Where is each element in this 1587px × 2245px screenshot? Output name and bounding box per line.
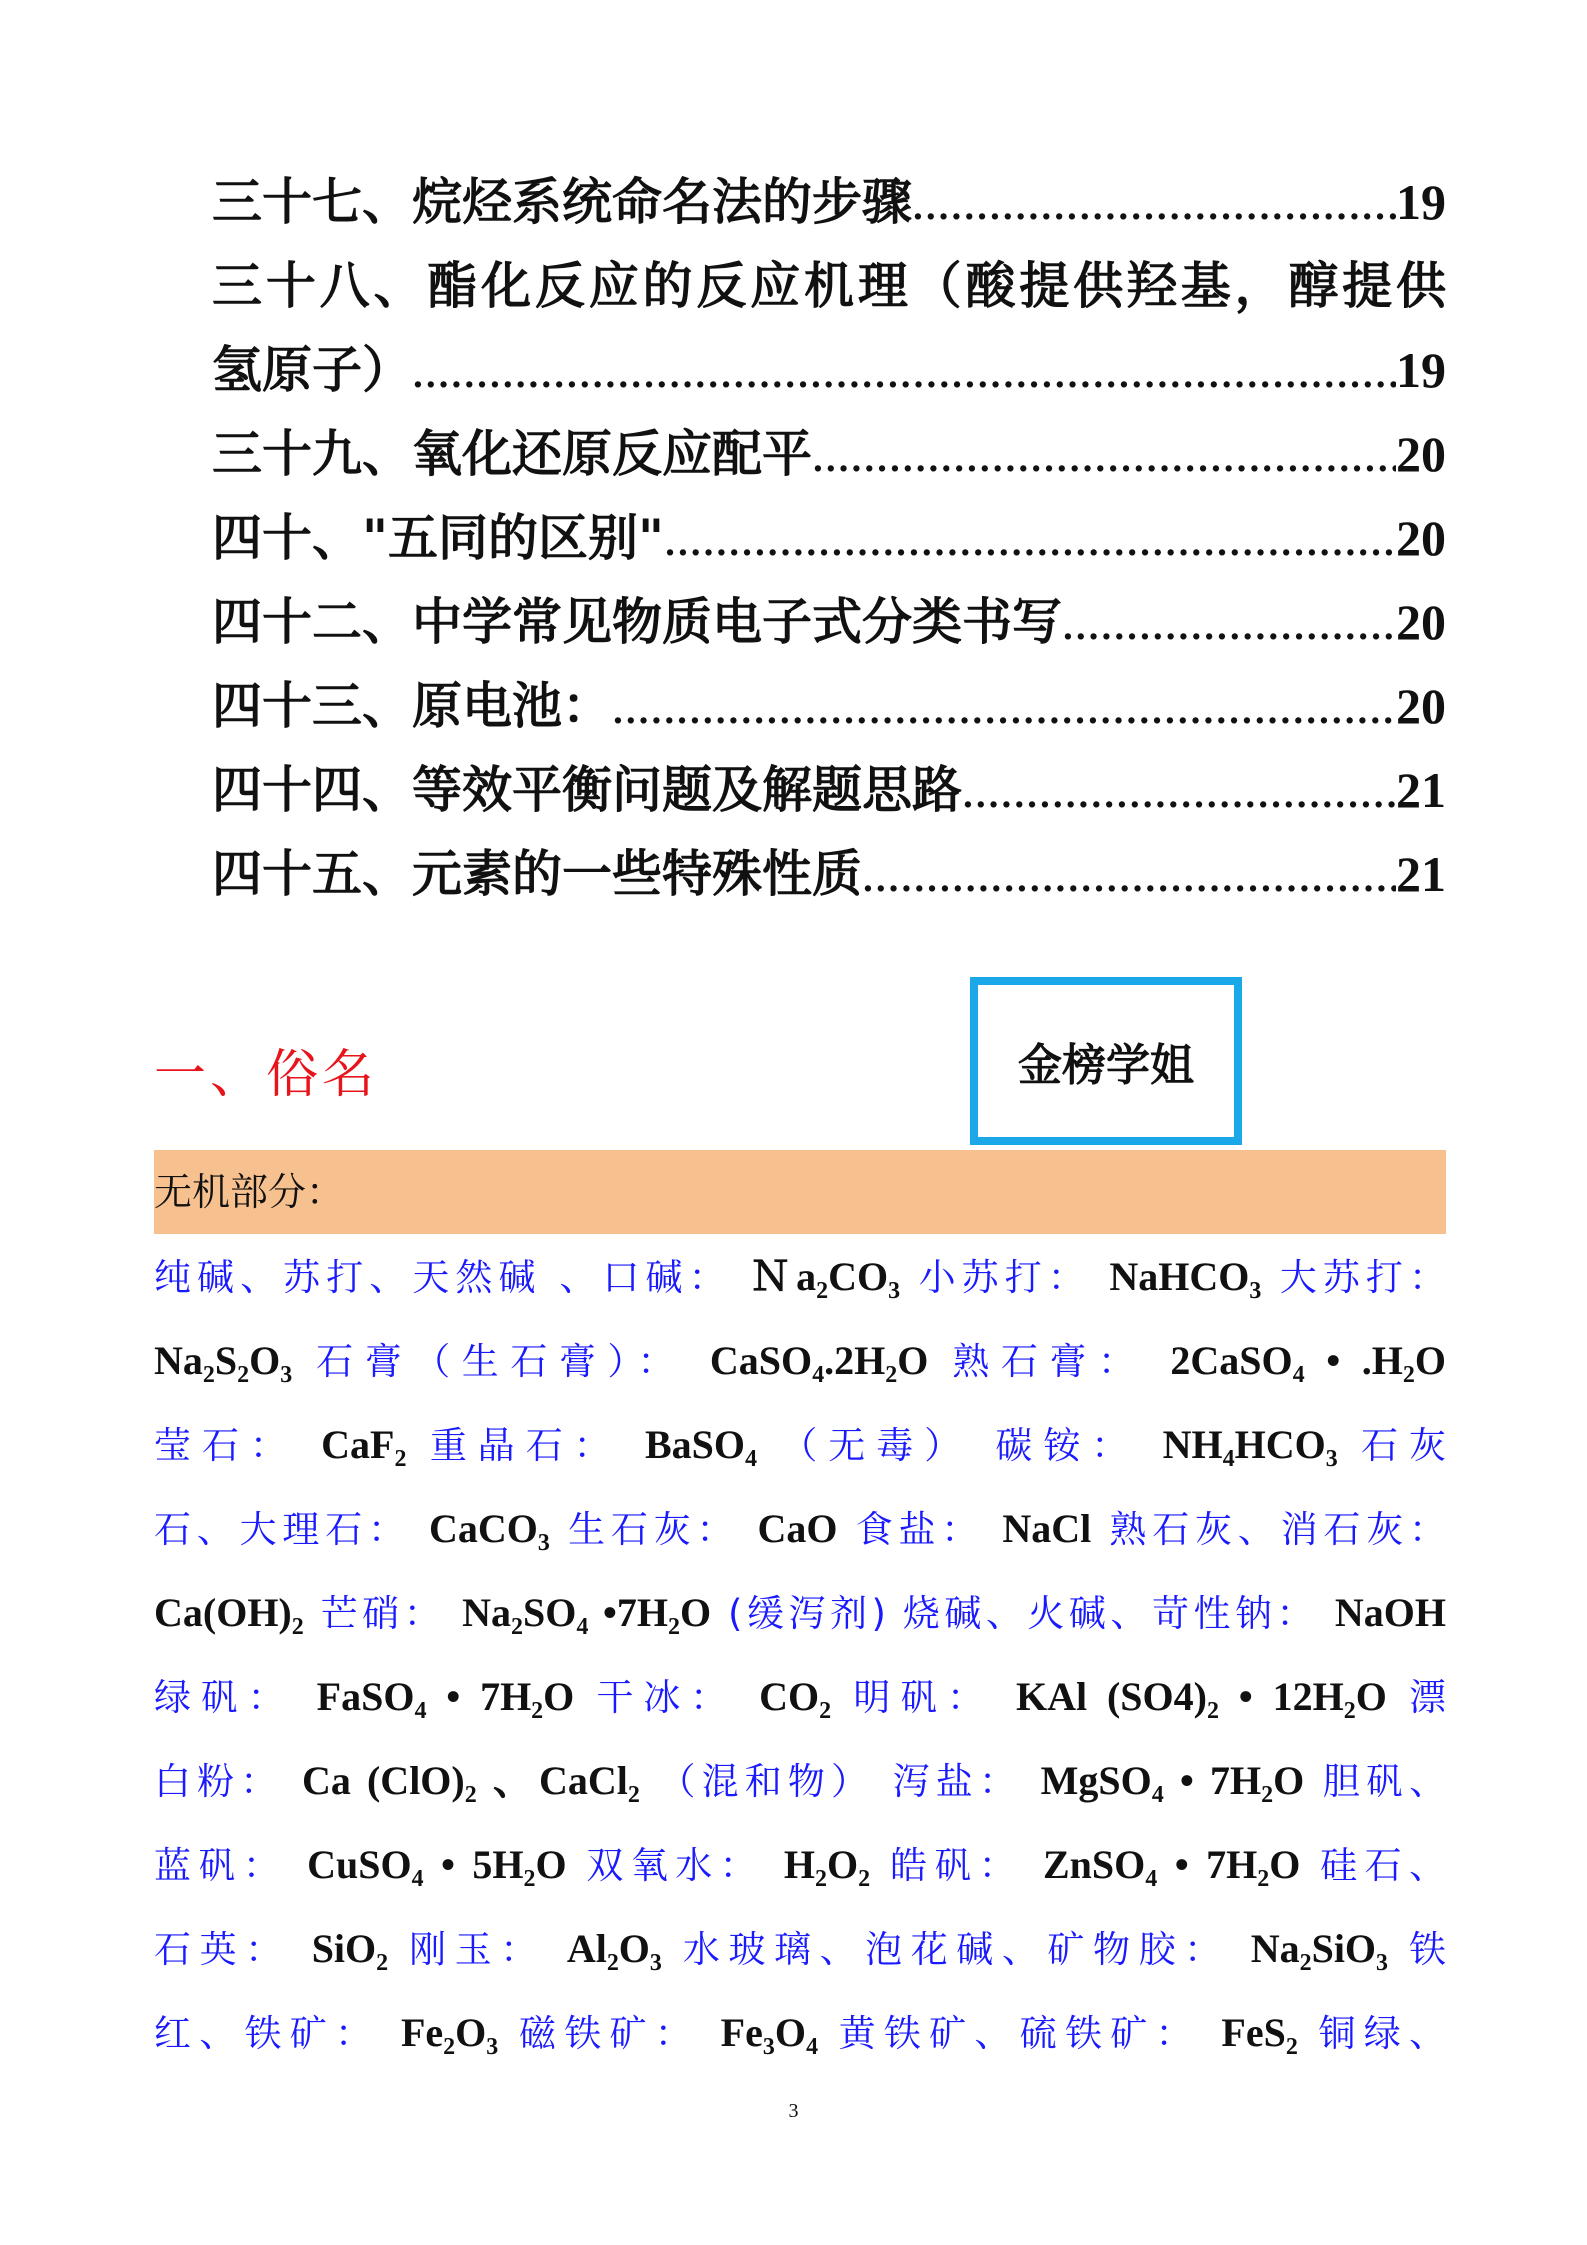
toc-entry[interactable] — [212, 328, 1446, 412]
common-name: （无毒） — [780, 1424, 973, 1467]
common-name: 双氧水： — [586, 1844, 765, 1887]
common-name: 黄铁矿、硫铁矿： — [838, 2012, 1201, 2055]
chemical-formula: NaHCO₃ — [1109, 1254, 1262, 1299]
chemical-formula: Na₂SiO₃ — [1250, 1926, 1389, 1971]
common-name: 碳铵： — [995, 1424, 1140, 1467]
common-name: 干冰： — [596, 1676, 737, 1719]
table-of-contents — [212, 160, 1446, 916]
common-name: 白粉： — [154, 1760, 284, 1803]
chemical-formula: FeS₂ — [1221, 2010, 1298, 2055]
common-name: 铜绿、 — [1318, 2012, 1447, 2055]
text-line — [154, 1235, 1446, 1319]
common-name: 绿矾： — [154, 1676, 295, 1719]
toc-page: 20 — [1396, 678, 1446, 734]
common-name: (缓泻剂) — [728, 1592, 886, 1635]
common-name: 石膏（生石膏）： — [316, 1340, 686, 1383]
common-name: 蓝矾： — [154, 1844, 288, 1887]
common-name: 重晶石： — [429, 1424, 622, 1467]
chemical-formula: Ca(OH)₂ — [154, 1590, 304, 1635]
common-name: 烧碱、火碱、苛性钠： — [902, 1592, 1318, 1635]
chemical-formula: KAl (SO4)₂ • 12H₂O — [1016, 1674, 1387, 1719]
text-line — [154, 1487, 1446, 1571]
chemical-formula: FaSO₄ • 7H₂O — [316, 1674, 575, 1719]
section-heading: 一、俗名 — [154, 1045, 379, 1105]
chemical-formula: ZnSO₄ • 7H₂O — [1043, 1842, 1301, 1887]
common-name: 莹石： — [154, 1424, 298, 1467]
common-name: 刚玉： — [409, 1928, 546, 1971]
dot-leader — [412, 334, 1396, 412]
toc-entry[interactable] — [212, 748, 1446, 832]
text-line — [154, 1403, 1446, 1487]
toc-title: 四十三、原电池： — [212, 676, 612, 735]
dot-leader — [664, 502, 1396, 580]
toc-page: 21 — [1396, 846, 1446, 902]
common-name: 皓矾： — [889, 1844, 1024, 1887]
chemical-formula: CaCO₃ — [429, 1506, 550, 1551]
dot-leader — [962, 754, 1396, 832]
common-name: （混和物） — [658, 1760, 875, 1803]
chemical-formula: Ｎa₂CO₃ — [750, 1254, 901, 1299]
toc-entry[interactable] — [212, 412, 1446, 496]
chemical-formula: Ca (ClO)₂ 、CaCl₂ — [301, 1758, 640, 1803]
chemical-formula: MgSO₄ • 7H₂O — [1040, 1758, 1305, 1803]
text-line — [154, 1907, 1446, 1991]
common-name: 芒硝： — [320, 1592, 446, 1635]
chemical-formula: Na₂S₂O₃ — [154, 1338, 293, 1383]
common-name: 红、铁矿： — [154, 2012, 381, 2055]
dot-leader — [812, 418, 1396, 496]
text-line — [154, 1655, 1446, 1739]
chemical-formula: CO₂ — [759, 1674, 832, 1719]
dot-leader — [612, 670, 1396, 748]
common-names-body — [154, 1235, 1446, 2075]
toc-entry[interactable] — [212, 580, 1446, 664]
toc-title: 四十二、中学常见物质电子式分类书写 — [212, 592, 1062, 651]
toc-page: 19 — [1396, 342, 1446, 398]
chemical-formula: Fe₃O₄ — [720, 2010, 818, 2055]
toc-title: 氢原子） — [212, 340, 412, 399]
common-name: 熟石膏： — [952, 1340, 1147, 1383]
common-name: 水玻璃、泡花碱、矿物胶： — [682, 1928, 1230, 1971]
toc-title: 四十、"五同的区别" — [212, 508, 665, 567]
common-name: 磁铁矿： — [518, 2012, 700, 2055]
dot-leader — [912, 166, 1396, 244]
text-line — [154, 1739, 1446, 1823]
common-name: 胆矾、 — [1322, 1760, 1447, 1803]
chemical-formula: 2CaSO₄ • .H₂O — [1170, 1338, 1446, 1383]
common-name: 石、大理石： — [154, 1508, 411, 1551]
toc-entry[interactable] — [212, 832, 1446, 916]
common-name: 石灰 — [1361, 1424, 1446, 1467]
chemical-formula: NaOH — [1334, 1590, 1447, 1635]
text-line — [154, 1991, 1446, 2075]
toc-title: 四十五、元素的一些特殊性质 — [212, 844, 862, 903]
toc-title: 四十四、等效平衡问题及解题思路 — [212, 760, 962, 819]
toc-title: 三十七、烷烃系统命名法的步骤 — [212, 172, 912, 231]
chemical-formula: CaSO₄.2H₂O — [709, 1338, 929, 1383]
text-line — [154, 1319, 1446, 1403]
toc-page: 20 — [1396, 594, 1446, 650]
toc-entry[interactable] — [212, 496, 1446, 580]
toc-page: 21 — [1396, 762, 1446, 818]
chemical-formula: CaO — [757, 1506, 838, 1551]
common-name: 食盐： — [855, 1508, 985, 1551]
chemical-formula: Fe₂O₃ — [400, 2010, 499, 2055]
common-name: 明矾： — [853, 1676, 994, 1719]
toc-entry-line[interactable]: 三十八、酯化反应的反应机理（酸提供羟基，醇提供 — [212, 256, 1446, 315]
brand-badge: 金榜学姐 — [970, 977, 1242, 1145]
text-line — [154, 1571, 1446, 1655]
chemical-formula: Na₂SO₄ •7H₂O — [462, 1590, 712, 1635]
common-name: 小苏打： — [918, 1256, 1091, 1299]
chemical-formula: BaSO₄ — [644, 1422, 757, 1467]
toc-page: 19 — [1396, 174, 1446, 230]
text-line — [154, 1823, 1446, 1907]
dot-leader — [862, 838, 1396, 916]
toc-page: 20 — [1396, 510, 1446, 566]
toc-title: 三十九、氧化还原反应配平 — [212, 424, 812, 483]
chemical-formula: CaF₂ — [321, 1422, 407, 1467]
common-name: 熟石灰、消石灰： — [1109, 1508, 1447, 1551]
chemical-formula: NaCl — [1002, 1506, 1092, 1551]
toc-entry[interactable] — [212, 664, 1446, 748]
chemical-formula: SiO₂ — [311, 1926, 389, 1971]
toc-page: 20 — [1396, 426, 1446, 482]
common-name: 大苏打： — [1279, 1256, 1446, 1299]
chemical-formula: NH₄HCO₃ — [1162, 1422, 1338, 1467]
subsection-banner: 无机部分： — [154, 1150, 1446, 1234]
common-name: 硅石、 — [1320, 1844, 1446, 1887]
toc-entry[interactable] — [212, 160, 1446, 244]
chemical-formula: H₂O₂ — [783, 1842, 871, 1887]
common-name: 生石灰： — [568, 1508, 740, 1551]
common-name: 石英： — [154, 1928, 291, 1971]
common-name: 铁 — [1409, 1928, 1446, 1971]
dot-leader — [1062, 586, 1396, 664]
chemical-formula: CuSO₄ • 5H₂O — [307, 1842, 567, 1887]
common-name: 纯碱、苏打、天然碱 、口碱： — [154, 1256, 732, 1299]
common-name: 漂 — [1409, 1676, 1447, 1719]
common-name: 泻盐： — [892, 1760, 1023, 1803]
page-number: 3 — [788, 2100, 799, 2122]
chemical-formula: Al₂O₃ — [566, 1926, 662, 1971]
